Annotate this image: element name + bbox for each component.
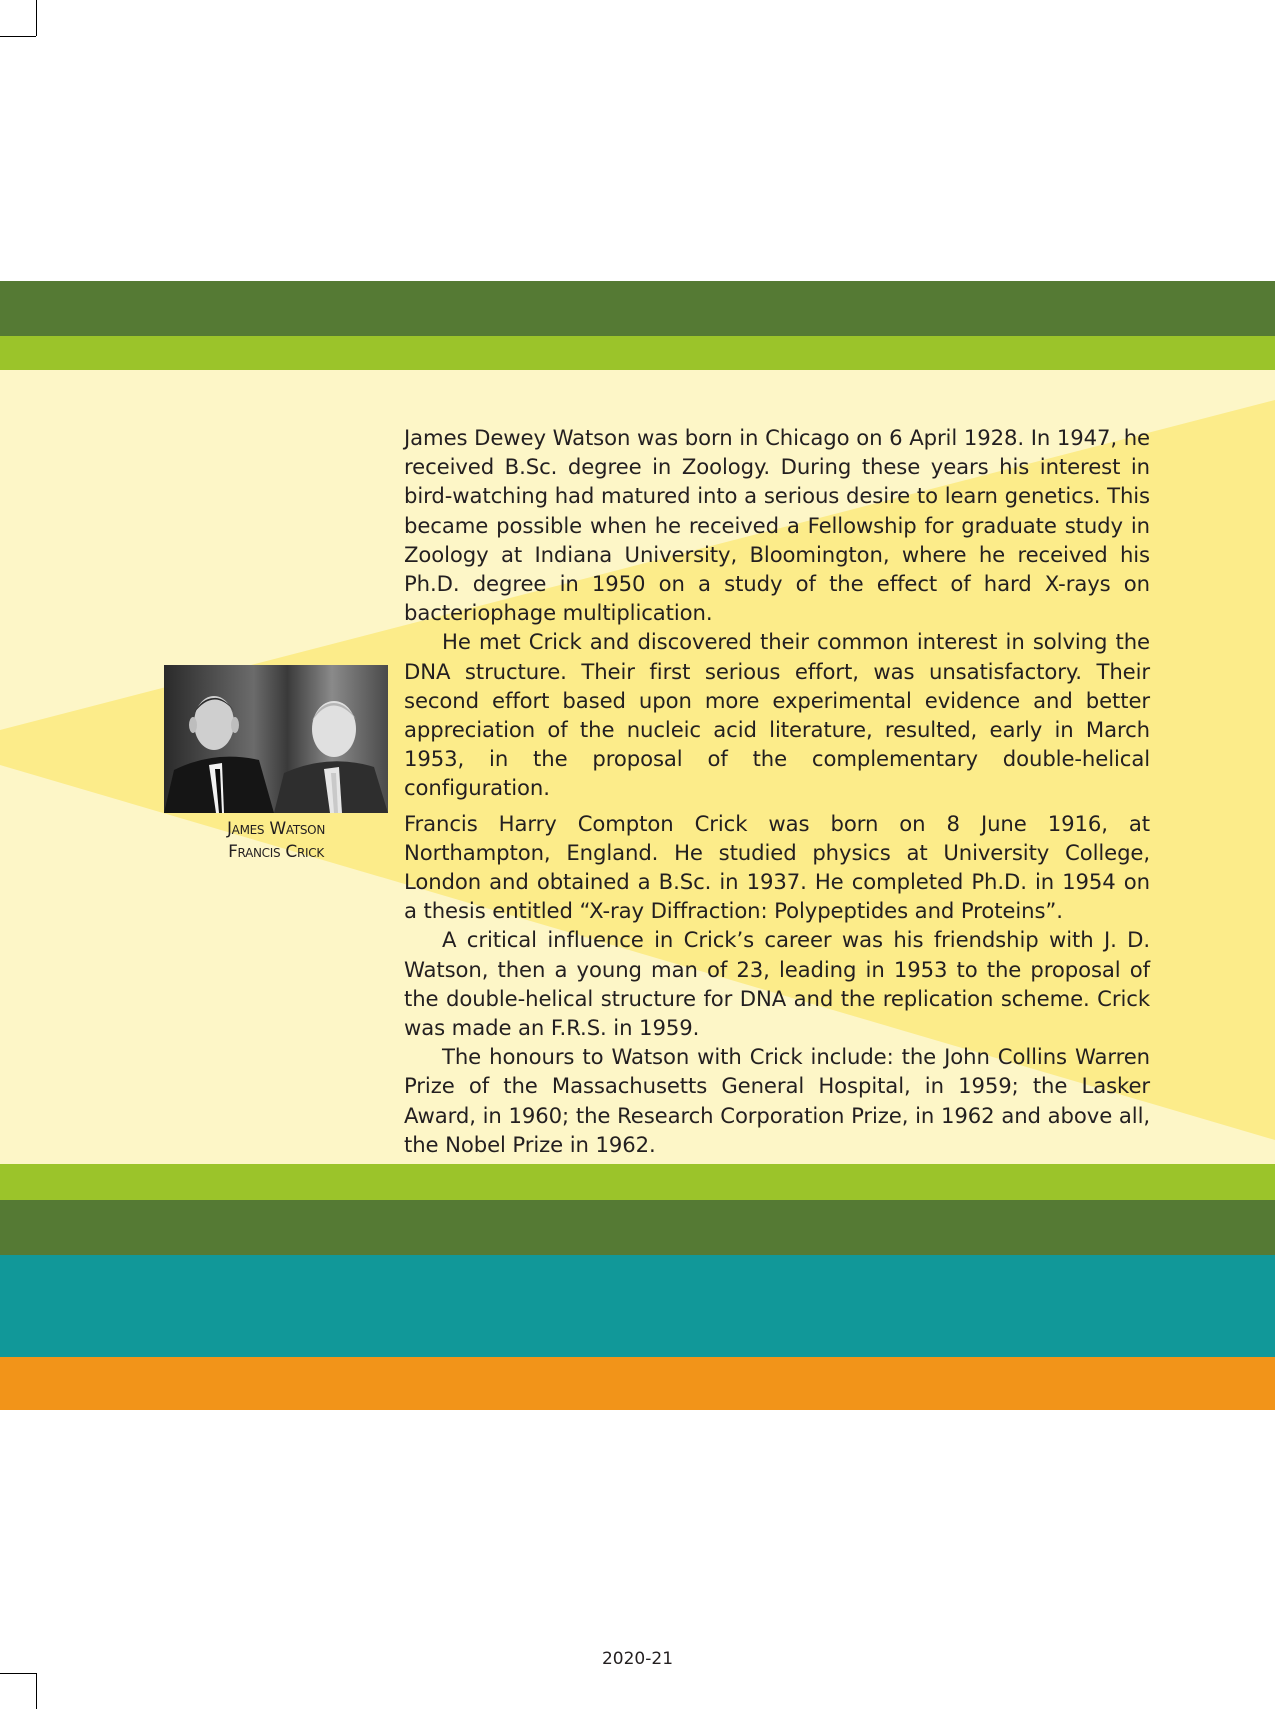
photo-caption <box>164 818 388 864</box>
footer-band-orange <box>0 1357 1275 1410</box>
header-band-lime <box>0 336 1275 370</box>
footer-band-dark-green <box>0 1200 1275 1255</box>
paragraph-crick-bio: Francis Harry Compton Crick was born on 8 June 1916, at Northampton, England. He studied physics at University College, London and obtained a B.Sc. in 1937. He completed Ph.D. in 1954 on a thesis entitled “X-ray Diffraction: Polypeptides and Proteins”. <box>404 810 1150 924</box>
footer-band-teal <box>0 1255 1275 1357</box>
crop-mark-bottom-left-vertical <box>36 1673 37 1709</box>
crop-mark-bottom-left-horizontal <box>0 1673 36 1674</box>
header-band-dark-green <box>0 281 1275 336</box>
paragraph-honours: The honours to Watson with Crick include: the John Collins Warren Prize of the Massachusetts General Hospital, in 1959; the Lasker Award, in 1960; the Research Corporation Prize, in 1962 and above all, the Nobel Prize in 1962. <box>404 1044 1150 1157</box>
caption-line-francis-crick: Francis Crick <box>228 842 324 862</box>
page-number: 2020-21 <box>601 1649 674 1669</box>
paragraph-watson-bio: James Dewey Watson was born in Chicago on 6 April 1928. In 1947, he received B.Sc. degree in Zoology. During these years his interest in bird-watching had matured into a serious desire to learn genetics. This became possible when he received a Fellowship for graduate study in Zoology at Indiana University, Bloomington, where he received his Ph.D. degree in 1950 on a study of the effect of hard X-rays on bacteriophage multiplication. <box>404 425 1150 626</box>
crop-mark-top-left-vertical <box>36 0 37 36</box>
footer-band-lime <box>0 1164 1275 1200</box>
paragraph-crick-career: A critical influence in Crick’s career was his friendship with J. D. Watson, then a young man of 23, leading in 1953 to the proposal of the double-helical structure for DNA and the replication scheme. Crick was made an F.R.S. in 1959. <box>404 927 1150 1041</box>
caption-line-james-watson: James Watson <box>226 819 326 839</box>
biography-text <box>404 423 1150 1159</box>
paragraph-met-crick: He met Crick and discovered their common interest in solving the DNA structure. Their first serious effort, was unsatisfactory. Their second effort based upon more experimental evidence and better appreciation of the nucleic acid literature, resulted, early in March 1953, in the proposal of the complementary double-helical configuration. <box>404 629 1150 801</box>
watson-crick-portrait <box>164 665 388 813</box>
crop-mark-top-left-horizontal <box>0 36 36 37</box>
